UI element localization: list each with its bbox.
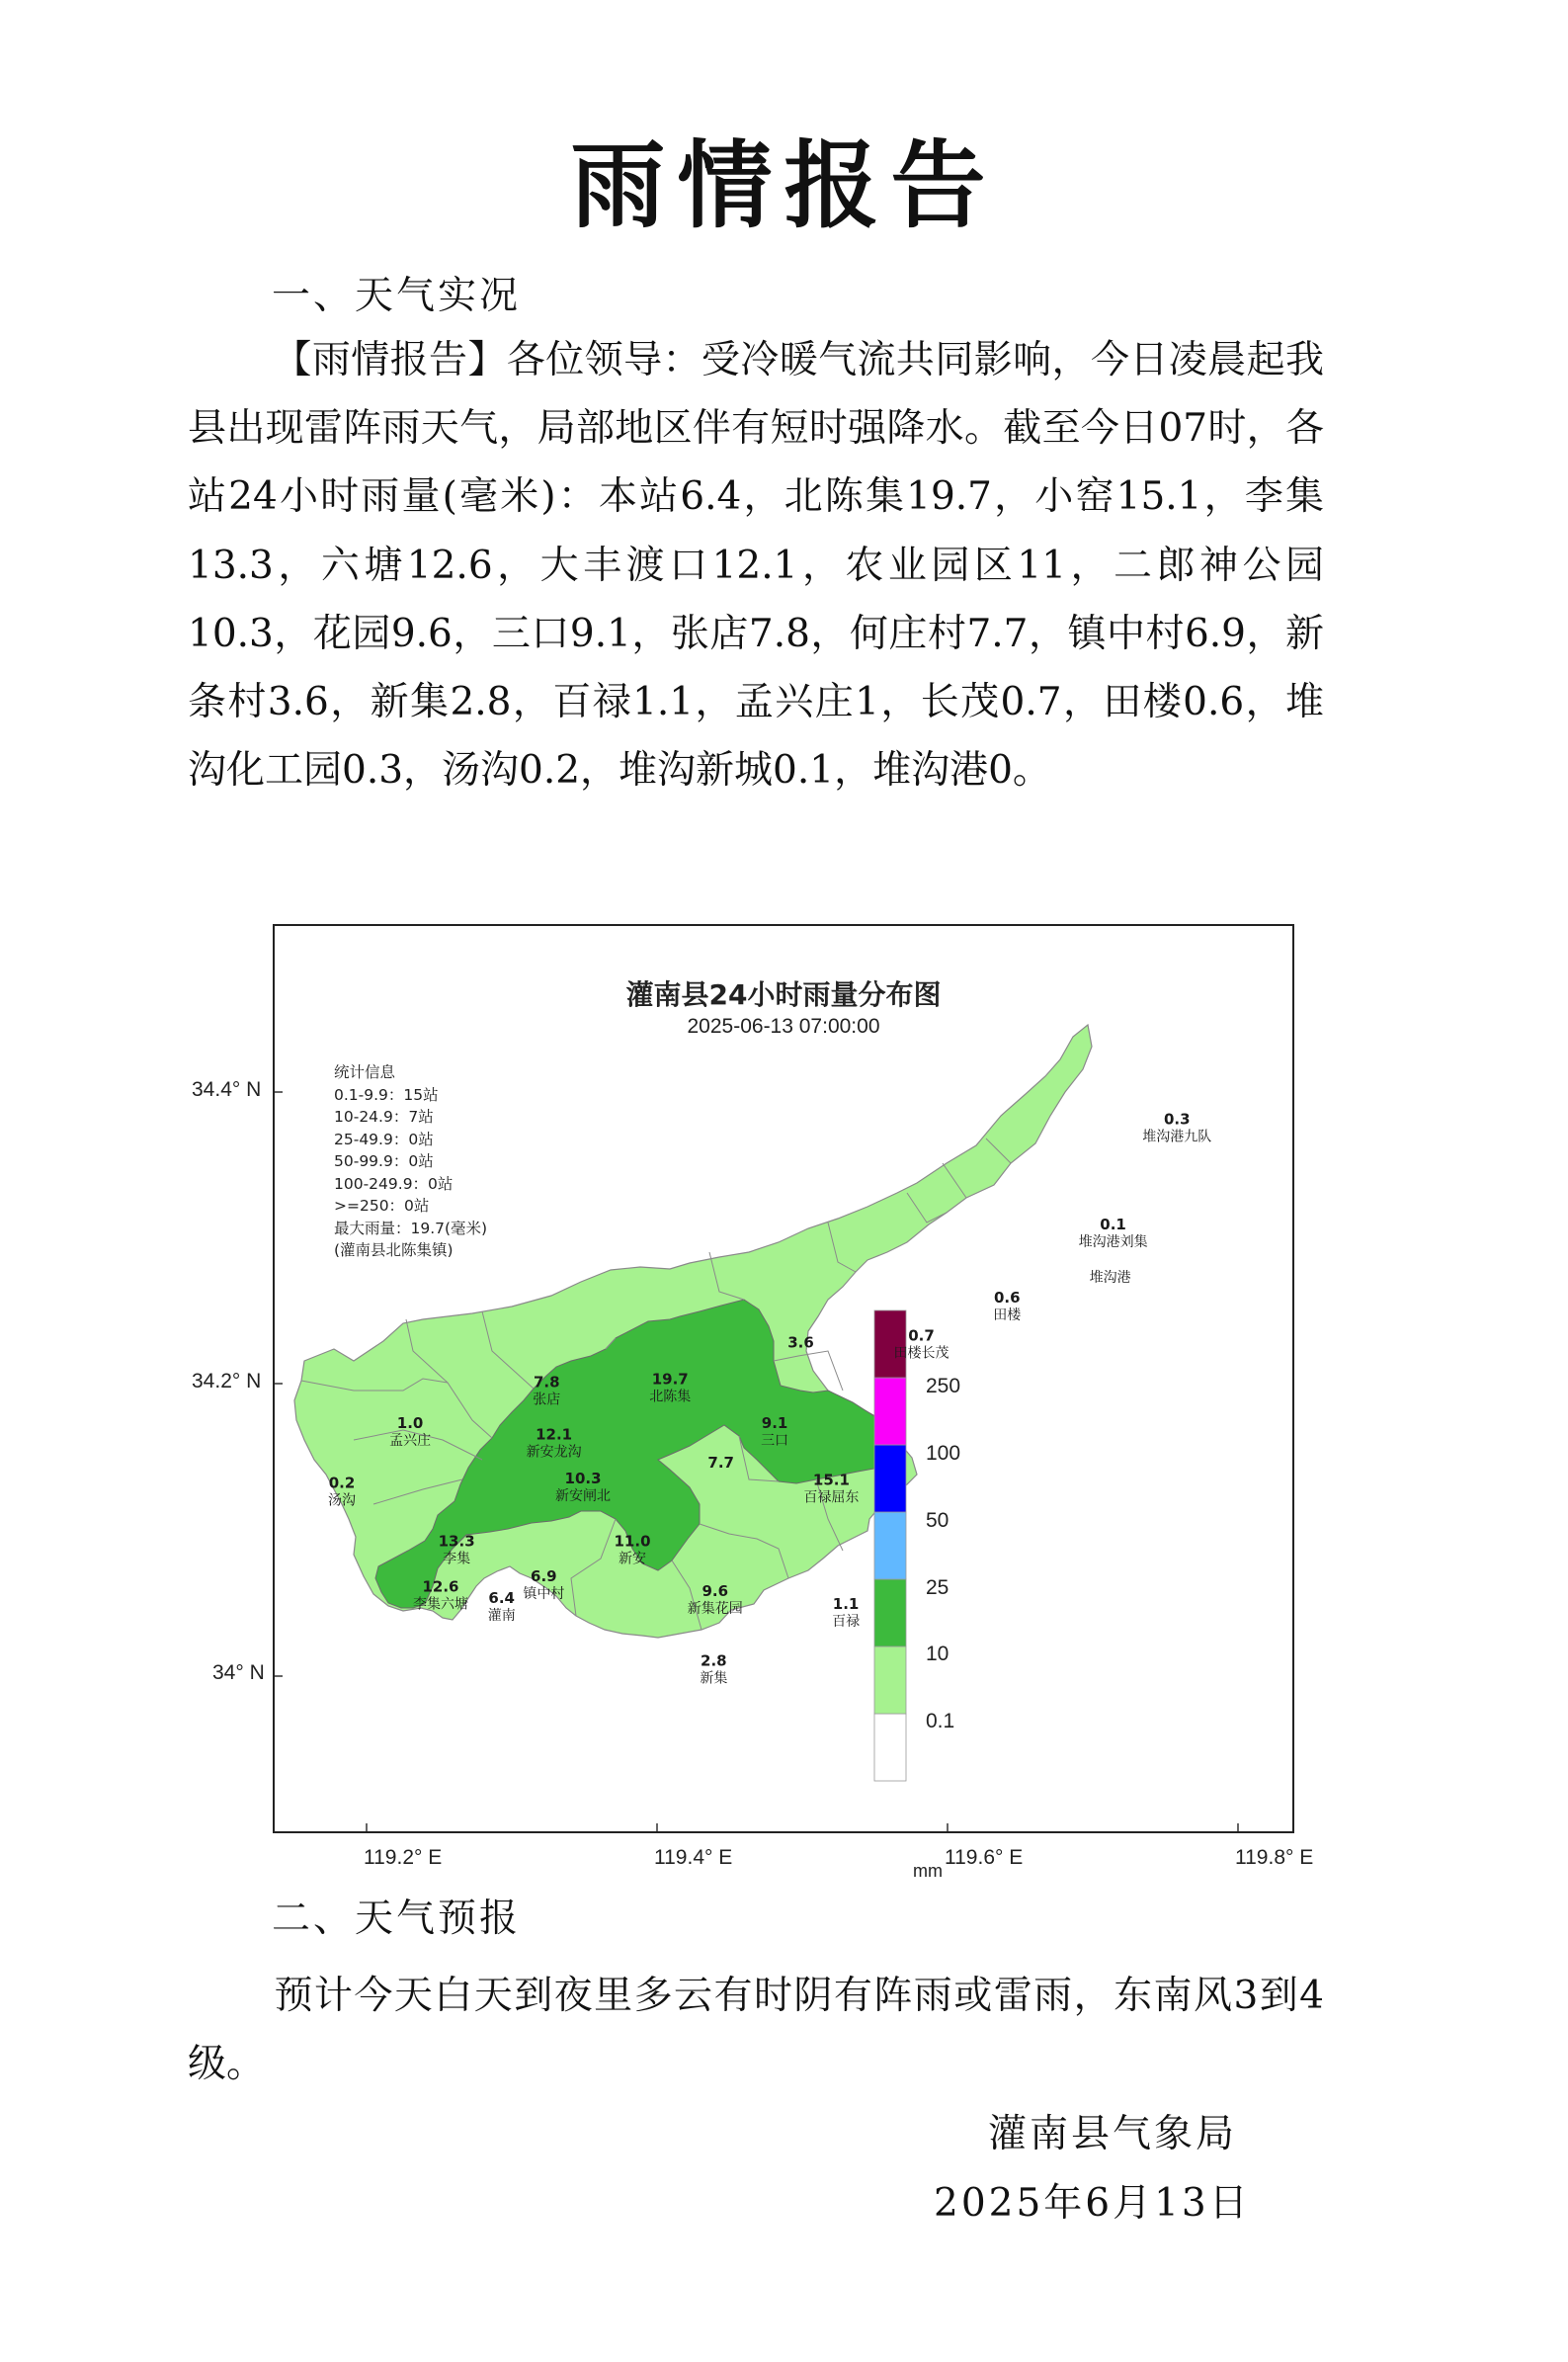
rain-report-text: 【雨情报告】各位领导：受冷暖气流共同影响，今日凌晨起我县出现雷阵雨天气，局部地区伴有短时强降水。截至今日07时，各站24小时雨量(毫米)：本站6.4，北陈集19.7，小窑15.1，李集13.3，六塘12.6，大丰渡口12.1，农业园区11，二郎神公园10.3，花园9.6，三口9.1，张店7.8，何庄村7.7，镇中村6.9，新条村3.6，新集2.8，百禄1.1，孟兴庄1，长茂0.7，田楼0.6，堆沟化工园0.3，汤沟0.2，堆沟新城0.1，堆沟港0。 bbox=[188, 338, 1324, 794]
station-value: 19.7 bbox=[651, 1370, 689, 1389]
section-heading-forecast: 二、天气预报 bbox=[272, 1897, 522, 1941]
lon-label-119.4: 119.4° E bbox=[654, 1846, 733, 1869]
station-name: 李集六塘 bbox=[412, 1596, 468, 1613]
legend-tick-0.1: 0.1 bbox=[926, 1710, 955, 1732]
forecast-text: 预计今天白天到夜里多云有时阴有阵雨或雷雨，东南风3到4级。 bbox=[188, 1974, 1324, 2087]
station-name: 北陈集 bbox=[649, 1389, 692, 1405]
station-value: 9.6 bbox=[701, 1581, 729, 1600]
signature-organization: 灌南县气象局 bbox=[988, 2112, 1238, 2156]
legend-swatch bbox=[874, 1378, 906, 1445]
rain-report-paragraph bbox=[188, 326, 1324, 804]
legend-tick-50: 50 bbox=[926, 1509, 949, 1532]
station-value: 11.0 bbox=[614, 1532, 651, 1551]
station-value: 10.3 bbox=[564, 1470, 602, 1488]
station-name: 堆沟港九队 bbox=[1142, 1129, 1212, 1145]
station-name: 田楼长茂 bbox=[893, 1345, 949, 1362]
station-value: 2.8 bbox=[701, 1651, 727, 1670]
station-value: 6.9 bbox=[531, 1566, 557, 1585]
station-value: 0.2 bbox=[328, 1474, 356, 1492]
station-value: 6.4 bbox=[488, 1589, 515, 1608]
legend-swatch bbox=[874, 1714, 906, 1781]
legend-tick-25: 25 bbox=[926, 1576, 949, 1599]
station-name: 孟兴庄 bbox=[389, 1432, 432, 1449]
station-value: 0.1 bbox=[1100, 1216, 1126, 1234]
station-value: 7.7 bbox=[707, 1453, 734, 1472]
station-value: 0.6 bbox=[993, 1288, 1021, 1307]
stats-line: (灌南县北陈集镇) bbox=[334, 1241, 454, 1259]
legend-swatch bbox=[874, 1445, 906, 1512]
station-name: 堆沟港刘集 bbox=[1078, 1234, 1148, 1251]
legend-swatch bbox=[874, 1310, 906, 1378]
station-name: 张店 bbox=[533, 1392, 561, 1408]
lat-label-34.0: 34° N bbox=[212, 1661, 265, 1684]
station-name: 新集花园 bbox=[687, 1600, 743, 1617]
lat-label-34.2: 34.2° N bbox=[192, 1370, 262, 1392]
station-name: 百禄 bbox=[832, 1614, 861, 1631]
station-value: 3.6 bbox=[787, 1333, 814, 1352]
legend-swatch bbox=[874, 1579, 906, 1646]
station-name: 堆沟港 bbox=[1089, 1270, 1131, 1287]
stats-line: 0.1-9.9：15站 bbox=[334, 1085, 439, 1104]
stats-line: 50-99.9：0站 bbox=[334, 1152, 434, 1170]
legend-swatch bbox=[874, 1512, 906, 1579]
station-name: 汤沟 bbox=[328, 1492, 357, 1509]
station-name: 三口 bbox=[761, 1432, 789, 1449]
lon-label-119.2: 119.2° E bbox=[364, 1846, 443, 1869]
stats-line: 最大雨量：19.7(毫米) bbox=[334, 1219, 488, 1237]
report-title: 雨情报告 bbox=[570, 130, 998, 241]
map-title: 灌南县24小时雨量分布图 bbox=[625, 978, 942, 1011]
legend-color-scale bbox=[874, 1310, 906, 1781]
statistics-box bbox=[334, 1061, 487, 1262]
station-value: 9.1 bbox=[761, 1413, 788, 1432]
station-name: 百禄屈东 bbox=[803, 1489, 860, 1506]
legend-tick-250: 250 bbox=[926, 1375, 961, 1397]
station-name: 李集 bbox=[443, 1551, 471, 1567]
stats-line: 统计信息 bbox=[334, 1063, 396, 1081]
station-name: 灌南 bbox=[487, 1608, 516, 1625]
lon-label-119.8: 119.8° E bbox=[1235, 1846, 1314, 1869]
section-heading-weather-observed: 一、天气实况 bbox=[272, 274, 522, 318]
legend-tick-10: 10 bbox=[926, 1643, 949, 1665]
stats-line: >=250：0站 bbox=[334, 1197, 430, 1215]
signature-date: 2025年6月13日 bbox=[934, 2181, 1251, 2226]
legend-swatch bbox=[874, 1646, 906, 1714]
station-value: 12.6 bbox=[422, 1577, 459, 1596]
lon-label-119.6: 119.6° E bbox=[945, 1846, 1024, 1869]
stats-line: 10-24.9：7站 bbox=[334, 1108, 434, 1126]
station-name: 新安闸北 bbox=[555, 1488, 612, 1505]
stats-line: 25-49.9：0站 bbox=[334, 1130, 434, 1148]
station-value: 0.7 bbox=[908, 1326, 935, 1345]
station-name: 新安 bbox=[619, 1551, 647, 1567]
station-value: 0.3 bbox=[1163, 1110, 1191, 1129]
lat-label-34.4: 34.4° N bbox=[192, 1078, 262, 1101]
station-value: 15.1 bbox=[812, 1471, 850, 1489]
station-name: 新安龙沟 bbox=[526, 1444, 582, 1461]
station-name: 镇中村 bbox=[523, 1585, 565, 1602]
stats-line: 100-249.9：0站 bbox=[334, 1174, 454, 1193]
station-name: 新集 bbox=[700, 1670, 728, 1687]
station-value: 12.1 bbox=[536, 1425, 573, 1444]
station-value: 7.8 bbox=[533, 1373, 560, 1392]
station-value: 1.1 bbox=[832, 1595, 860, 1614]
forecast-paragraph bbox=[188, 1962, 1324, 2098]
map-timestamp: 2025-06-13 07:00:00 bbox=[687, 1015, 880, 1038]
legend-unit: mm bbox=[913, 1861, 943, 1881]
station-name: 田楼 bbox=[993, 1307, 1022, 1323]
legend-tick-100: 100 bbox=[926, 1442, 961, 1465]
station-value: 13.3 bbox=[438, 1532, 475, 1551]
station-value: 1.0 bbox=[396, 1413, 424, 1432]
